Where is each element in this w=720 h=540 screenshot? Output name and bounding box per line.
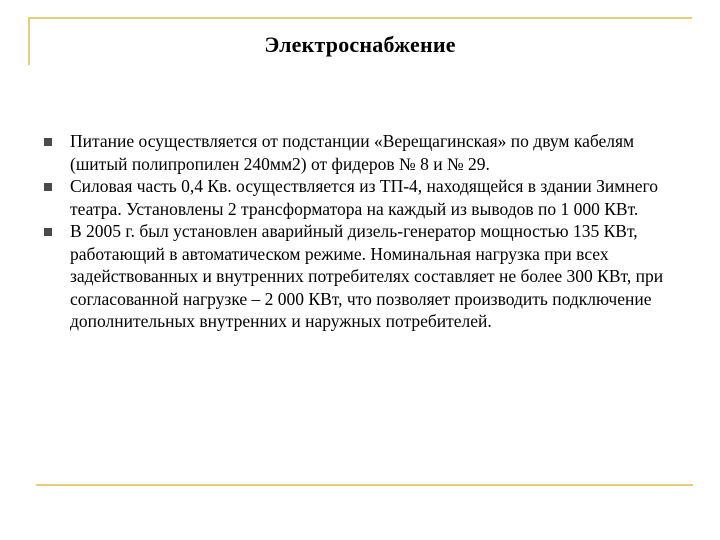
bullet-item (44, 175, 684, 220)
bullet-text: Силовая часть 0,4 Кв. осуществляется из ТП-4, находящейся в здании Зимнего театра. Установлены 2 трансформатора на каждый из выводов по 1 000 КВт. (70, 176, 658, 219)
square-bullet-icon (44, 183, 52, 191)
bullet-list (44, 130, 684, 333)
frame-top-line (28, 17, 692, 19)
square-bullet-icon (44, 138, 52, 146)
frame-bottom-line (36, 484, 693, 486)
bullet-text: В 2005 г. был установлен аварийный дизель-генератор мощностью 135 КВт, работающий в автоматическом режиме. Номинальная нагрузка при всех задействованных и внутренних потребителях составляет не более 300 КВт, при согласованной нагрузке – 2 000 КВт, что позволяет производить подключение дополнительных внутренних и наружных потребителей. (70, 221, 664, 331)
bullet-item (44, 130, 684, 175)
bullet-text: Питание осуществляется от подстанции «Верещагинская» по двум кабелям (шитый полипропилен 240мм2) от фидеров № 8 и № 29. (70, 131, 635, 174)
slide-title (0, 32, 720, 58)
square-bullet-icon (44, 228, 52, 236)
bullet-item (44, 220, 684, 333)
slide-title-text: Электроснабжение (264, 32, 456, 57)
